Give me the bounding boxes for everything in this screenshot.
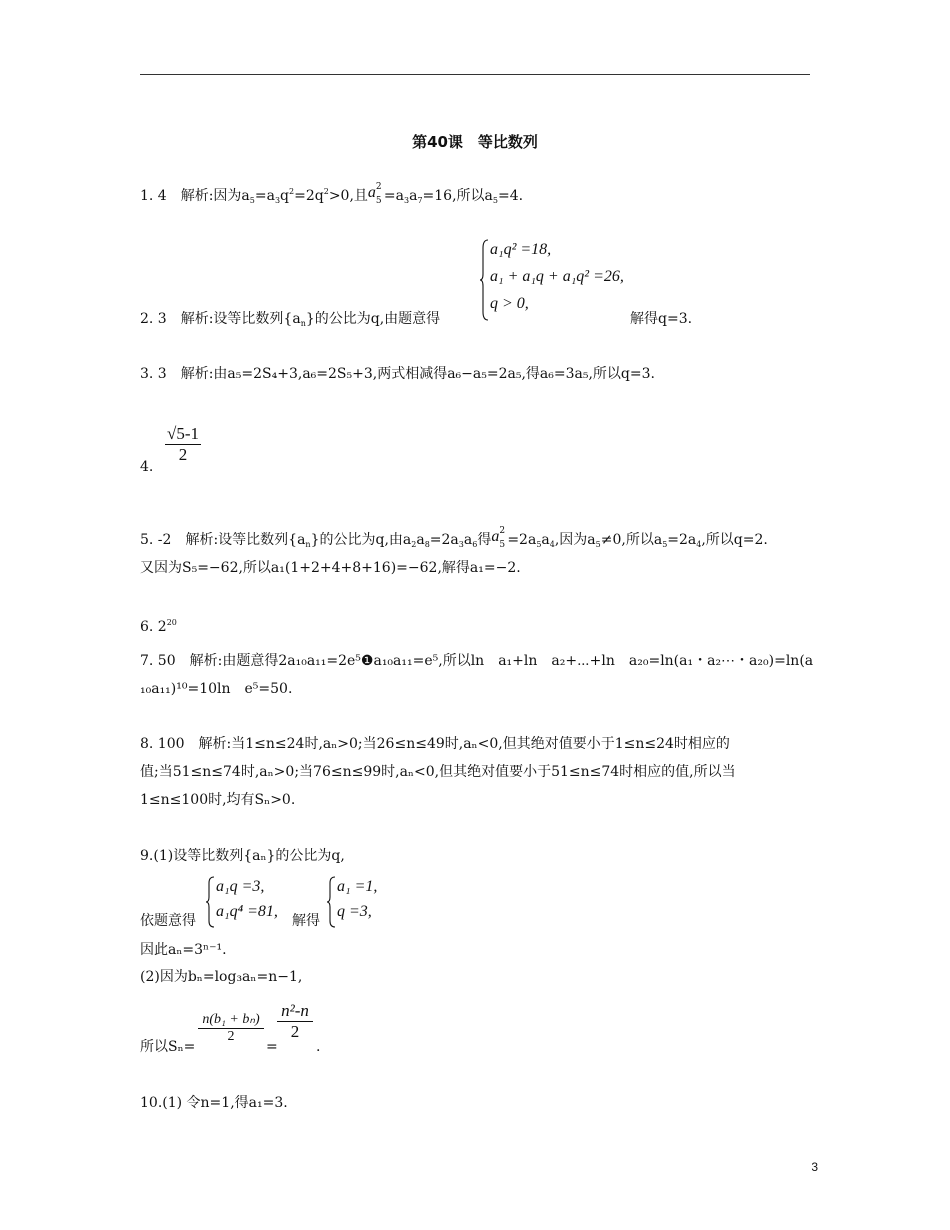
sub: 4 [549,540,555,549]
sup: 2 [375,182,382,192]
sub: n [305,540,311,549]
answer-6 [140,614,177,636]
sub: 7 [417,196,423,205]
sub: 2 [411,540,417,549]
equation: a₁ + a₁q + a₁q² =26, [490,268,624,285]
answer-9-line-3: 因此aₙ=3ⁿ⁻¹. [140,942,227,958]
equation-system [206,875,296,929]
equation: a₁ =1, [337,878,378,895]
text: =2q [294,188,324,204]
denominator: 2 [178,445,188,464]
answer-7-line-2: ₁₀a₁₁)¹⁰=10ln e⁵=50. [140,681,293,697]
sub: 5 [595,540,601,549]
sub: 5 [536,540,542,549]
equation: a₁q² =18, [490,241,552,258]
numerator: √5-1 [167,424,199,443]
text: a [416,532,425,548]
text: =2a [429,532,459,548]
answer-9-solve: 解得 [292,913,320,929]
equals-sign: = [266,1039,278,1055]
text: =a [254,188,275,204]
answer-8-line-3: 1≤n≤100时,均有Sₙ>0. [140,792,296,808]
answer-9-line-5: 所以Sₙ= [140,1039,196,1055]
text: q [280,188,290,204]
text: ,所以q=2. [701,532,768,548]
text: =2a [507,532,537,548]
fraction [198,1011,264,1045]
sup: 2 [499,526,506,536]
answer-5-line-1 [140,526,768,554]
answer-7-line-1: 7. 50 解析:由题意得2a₁₀a₁₁=2e⁵❶a₁₀a₁₁=e⁵,所以ln a₁+ln a₂+⋯+ln a₂₀=ln(a₁・a₂⋯・a₂₀)=ln(a [140,653,814,669]
equation: q > 0, [490,295,529,312]
sub: 3 [274,196,281,205]
sub: 5 [492,196,498,205]
answer-10: 10.(1) 令n=1,得a₁=3. [140,1095,288,1111]
brace-icon [480,238,490,322]
answer-1 [140,183,523,210]
var: a [367,184,376,201]
text: 6. 2 [140,619,167,635]
sub: 5 [375,196,382,206]
text: }的公比为q,由题意得 [305,311,441,327]
text: 2. 3 解析:设等比数列{a [140,311,301,327]
fraction [165,424,201,465]
numerator: n²-n [281,1001,309,1020]
sub: 3 [458,540,464,549]
text: 1. 4 解析:因为a [140,188,250,204]
sub: 4 [696,540,702,549]
text: a [541,532,550,548]
sup: 2 [289,187,295,196]
fraction [277,1001,313,1042]
answer-9-line-1: 9.(1)设等比数列{aₙ}的公比为q, [140,848,345,864]
text: =16,所以a [422,188,493,204]
period: . [316,1039,321,1055]
text: ≠0,所以a [600,532,663,548]
text: 5. -2 解析:设等比数列{a [140,532,306,548]
header-rule [140,74,810,75]
text: =a [383,188,404,204]
text: >0,且 [328,188,368,204]
sub: 6 [472,540,478,549]
text: =2a [667,532,697,548]
denominator: 2 [290,1022,300,1041]
sub: n [300,319,306,328]
text: =4. [497,188,524,204]
equation-system [480,238,650,322]
answer-8-line-1: 8. 100 解析:当1≤n≤24时,aₙ>0;当26≤n≤49时,aₙ<0,但其绝对值要小于1≤n≤24时相应的 [140,736,730,752]
numerator: n(b₁ + bₙ) [202,1012,260,1027]
answer-3: 3. 3 解析:由a₅=2S₄+3,a₆=2S₅+3,两式相减得a₆−a₅=2a₅,得a₆=3a₅,所以q=3. [140,366,655,382]
page-number: 3 [811,1160,818,1174]
sup: 20 [166,618,177,627]
answer-5-line-2: 又因为S₅=−62,所以a₁(1+2+4+8+16)=−62,解得a₁=−2. [140,560,521,576]
sub: 5 [662,540,668,549]
text: a [409,188,418,204]
brace-icon [327,875,337,929]
equation: a₁q =3, [216,878,265,895]
text: a [463,532,473,548]
equation-system [327,875,387,929]
sub: 5 [249,196,255,205]
text: 得 [477,532,492,548]
page-title: 第40课 等比数列 [412,133,538,151]
sub: 8 [424,540,430,549]
equation: a₁q⁴ =81, [216,903,278,920]
answer-9-lead: 依题意得 [140,913,196,929]
equation: q =3, [337,903,372,920]
sub: 5 [499,540,506,550]
text: }的公比为q,由a [310,532,412,548]
answer-9-line-4: (2)因为bₙ=log₃aₙ=n−1, [140,969,303,985]
var: a [491,528,500,545]
sup: 2 [323,187,329,196]
answer-2-result: 解得q=3. [630,311,693,327]
answer-2 [140,310,440,333]
denominator: 2 [227,1029,235,1044]
brace-icon [206,875,216,929]
answer-4-label: 4. [140,459,154,475]
answer-8-line-2: 值;当51≤n≤74时,aₙ>0;当76≤n≤99时,aₙ<0,但其绝对值要小于51≤n≤74时相应的值,所以当 [140,764,736,780]
text: ,因为a [554,532,596,548]
sub: 3 [403,196,410,205]
